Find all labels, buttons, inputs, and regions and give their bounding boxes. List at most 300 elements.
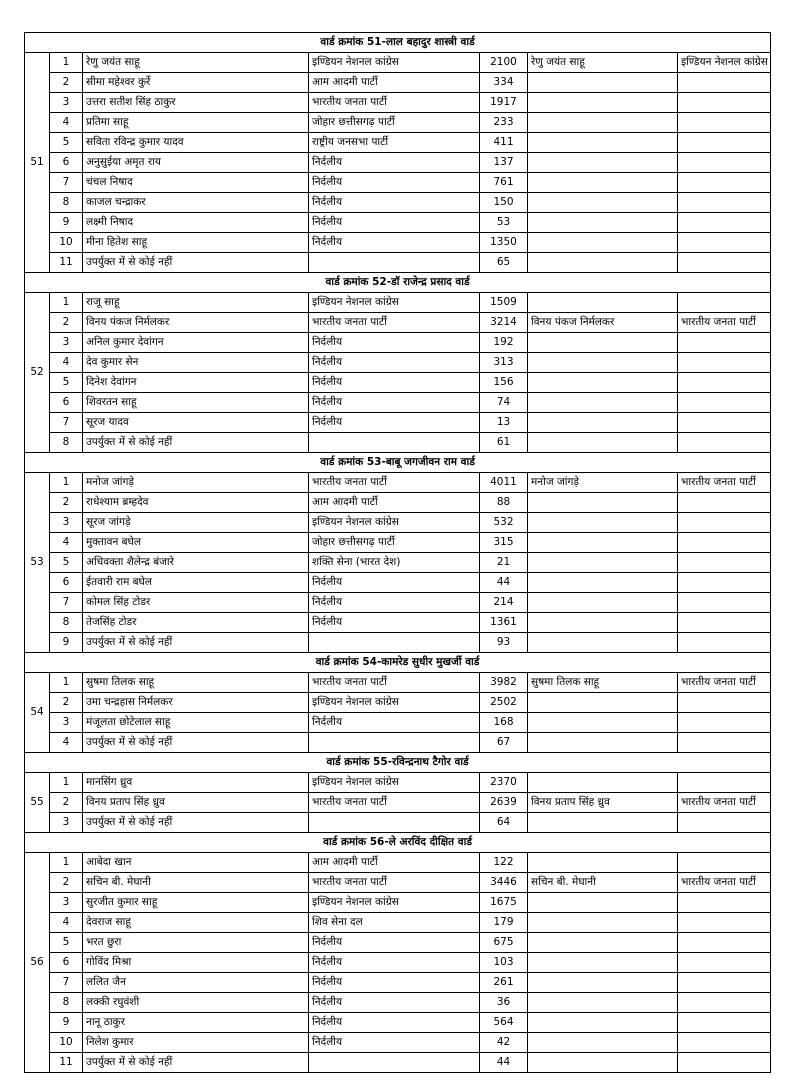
winner-name	[528, 373, 678, 393]
candidate-party: शक्ति सेना (भारत देश)	[309, 553, 480, 573]
candidate-row	[25, 973, 771, 993]
winner-party	[678, 73, 771, 93]
candidate-row	[25, 1053, 771, 1073]
winner-party	[678, 773, 771, 793]
candidate-party	[309, 1053, 480, 1073]
serial-number: 1	[50, 673, 83, 693]
winner-party	[678, 1053, 771, 1073]
candidate-name: मीना हितेश साहू	[83, 233, 309, 253]
candidate-party: निर्दलीय	[309, 353, 480, 373]
candidate-name: अनिल कुमार देवांगन	[83, 333, 309, 353]
candidate-name: राजू साहू	[83, 293, 309, 313]
vote-count: 21	[480, 553, 528, 573]
candidate-party: निर्दलीय	[309, 173, 480, 193]
candidate-row	[25, 113, 771, 133]
winner-name	[528, 733, 678, 753]
serial-number: 11	[50, 1053, 83, 1073]
candidate-party: इण्डियन नेशनल कांग्रेस	[309, 693, 480, 713]
ward-header-title: वार्ड क्रमांक 55-रविन्द्रनाथ टैगोर वार्ड	[25, 753, 771, 773]
winner-name	[528, 633, 678, 653]
candidate-name: ईतवारी राम बघेल	[83, 573, 309, 593]
candidate-party: निर्दलीय	[309, 213, 480, 233]
candidate-party: राष्ट्रीय जनसभा पार्टी	[309, 133, 480, 153]
vote-count: 1917	[480, 93, 528, 113]
winner-name	[528, 153, 678, 173]
serial-number: 8	[50, 613, 83, 633]
candidate-party: भारतीय जनता पार्टी	[309, 873, 480, 893]
winner-party	[678, 993, 771, 1013]
candidate-row	[25, 1013, 771, 1033]
serial-number: 7	[50, 593, 83, 613]
vote-count: 3214	[480, 313, 528, 333]
candidate-party: इण्डियन नेशनल कांग्रेस	[309, 293, 480, 313]
candidate-party: आम आदमी पार्टी	[309, 493, 480, 513]
serial-number: 10	[50, 233, 83, 253]
winner-name	[528, 133, 678, 153]
vote-count: 334	[480, 73, 528, 93]
candidate-party: जोहार छत्तीसगढ़ पार्टी	[309, 113, 480, 133]
candidate-party	[309, 813, 480, 833]
serial-number: 5	[50, 133, 83, 153]
candidate-row	[25, 73, 771, 93]
winner-name	[528, 113, 678, 133]
candidate-row	[25, 573, 771, 593]
candidate-name: मुक्तावन बघेल	[83, 533, 309, 553]
candidate-row	[25, 213, 771, 233]
candidate-row	[25, 933, 771, 953]
winner-name	[528, 693, 678, 713]
serial-number: 1	[50, 773, 83, 793]
serial-number: 2	[50, 873, 83, 893]
serial-number: 6	[50, 573, 83, 593]
candidate-name: दिनेश देवांगन	[83, 373, 309, 393]
candidate-name: लक्की रघुवंशी	[83, 993, 309, 1013]
serial-number: 8	[50, 433, 83, 453]
winner-name: विनय प्रताप सिंह ध्रुव	[528, 793, 678, 813]
serial-number: 9	[50, 1013, 83, 1033]
serial-number: 2	[50, 73, 83, 93]
serial-number: 1	[50, 53, 83, 73]
serial-number: 8	[50, 193, 83, 213]
serial-number: 4	[50, 533, 83, 553]
serial-number: 11	[50, 253, 83, 273]
candidate-name: सुषमा तिलक साहू	[83, 673, 309, 693]
candidate-row	[25, 993, 771, 1013]
winner-party: इण्डियन नेशनल कांग्रेस	[678, 53, 771, 73]
candidate-party: भारतीय जनता पार्टी	[309, 673, 480, 693]
vote-count: 53	[480, 213, 528, 233]
candidate-party: आम आदमी पार्टी	[309, 853, 480, 873]
candidate-party: जोहार छत्तीसगढ़ पार्टी	[309, 533, 480, 553]
serial-number: 4	[50, 353, 83, 373]
candidate-party: इण्डियन नेशनल कांग्रेस	[309, 893, 480, 913]
winner-name: सुषमा तिलक साहू	[528, 673, 678, 693]
vote-count: 1509	[480, 293, 528, 313]
winner-party	[678, 553, 771, 573]
serial-number: 3	[50, 893, 83, 913]
winner-name	[528, 573, 678, 593]
winner-party	[678, 633, 771, 653]
candidate-row	[25, 513, 771, 533]
winner-name	[528, 293, 678, 313]
candidate-name: लक्ष्मी निषाद	[83, 213, 309, 233]
vote-count: 156	[480, 373, 528, 393]
candidate-row	[25, 613, 771, 633]
candidate-name: सूरज जांगड़े	[83, 513, 309, 533]
winner-name	[528, 853, 678, 873]
winner-party	[678, 153, 771, 173]
election-results-table	[24, 32, 771, 1073]
candidate-row	[25, 173, 771, 193]
candidate-party: निर्दलीय	[309, 933, 480, 953]
candidate-name: नानू ठाकुर	[83, 1013, 309, 1033]
candidate-party: निर्दलीय	[309, 973, 480, 993]
winner-name	[528, 813, 678, 833]
candidate-party: भारतीय जनता पार्टी	[309, 313, 480, 333]
winner-party: भारतीय जनता पार्टी	[678, 473, 771, 493]
candidate-name: आबेदा खान	[83, 853, 309, 873]
winner-party	[678, 213, 771, 233]
candidate-party	[309, 433, 480, 453]
serial-number: 9	[50, 213, 83, 233]
winner-name	[528, 713, 678, 733]
winner-party	[678, 713, 771, 733]
candidate-party: निर्दलीय	[309, 593, 480, 613]
candidate-row	[25, 953, 771, 973]
serial-number: 5	[50, 373, 83, 393]
serial-number: 8	[50, 993, 83, 1013]
candidate-party: भारतीय जनता पार्टी	[309, 793, 480, 813]
winner-party	[678, 353, 771, 373]
vote-count: 44	[480, 573, 528, 593]
candidate-name: भरत छुरा	[83, 933, 309, 953]
serial-number: 6	[50, 953, 83, 973]
candidate-row	[25, 593, 771, 613]
winner-name	[528, 893, 678, 913]
winner-party	[678, 133, 771, 153]
candidate-row	[25, 133, 771, 153]
ward-number: 52	[25, 293, 50, 453]
candidate-name: राधेश्याम ब्रम्हदेव	[83, 493, 309, 513]
winner-name	[528, 953, 678, 973]
ward-number: 55	[25, 773, 50, 833]
winner-party	[678, 1013, 771, 1033]
candidate-name: उपर्युक्त में से कोई नहीं	[83, 253, 309, 273]
serial-number: 1	[50, 293, 83, 313]
winner-name: सचिन बी. मेघानी	[528, 873, 678, 893]
winner-name	[528, 173, 678, 193]
candidate-row	[25, 493, 771, 513]
serial-number: 5	[50, 553, 83, 573]
winner-name	[528, 213, 678, 233]
winner-party	[678, 733, 771, 753]
serial-number: 10	[50, 1033, 83, 1053]
serial-number: 6	[50, 153, 83, 173]
candidate-party: भारतीय जनता पार्टी	[309, 473, 480, 493]
vote-count: 67	[480, 733, 528, 753]
candidate-name: काजल चन्द्राकर	[83, 193, 309, 213]
ward-header-title: वार्ड क्रमांक 53-बाबू जगजीवन राम वार्ड	[25, 453, 771, 473]
serial-number: 3	[50, 513, 83, 533]
candidate-row	[25, 433, 771, 453]
candidate-row	[25, 253, 771, 273]
candidate-party: निर्दलीय	[309, 993, 480, 1013]
candidate-party: भारतीय जनता पार्टी	[309, 93, 480, 113]
vote-count: 122	[480, 853, 528, 873]
winner-party	[678, 933, 771, 953]
vote-count: 761	[480, 173, 528, 193]
candidate-row	[25, 793, 771, 813]
serial-number: 7	[50, 973, 83, 993]
serial-number: 2	[50, 693, 83, 713]
winner-party	[678, 253, 771, 273]
winner-party	[678, 893, 771, 913]
candidate-row	[25, 813, 771, 833]
candidate-name: तेजसिंह टोडर	[83, 613, 309, 633]
candidate-name: गोविंद मिश्रा	[83, 953, 309, 973]
vote-count: 1350	[480, 233, 528, 253]
winner-party	[678, 393, 771, 413]
ward-header-title: वार्ड क्रमांक 56-ले अरविंद दीक्षित वार्ड	[25, 833, 771, 853]
winner-name	[528, 933, 678, 953]
winner-party	[678, 613, 771, 633]
candidate-row	[25, 393, 771, 413]
serial-number: 7	[50, 413, 83, 433]
ward-header-title: वार्ड क्रमांक 51-लाल बहादुर शास्त्री वार्ड	[25, 33, 771, 53]
winner-party: भारतीय जनता पार्टी	[678, 873, 771, 893]
serial-number: 5	[50, 933, 83, 953]
candidate-party	[309, 633, 480, 653]
vote-count: 313	[480, 353, 528, 373]
vote-count: 3446	[480, 873, 528, 893]
candidate-name: उत्तरा सतीश सिंह ठाकुर	[83, 93, 309, 113]
serial-number: 4	[50, 913, 83, 933]
ward-header-row	[25, 753, 771, 773]
vote-count: 2100	[480, 53, 528, 73]
vote-count: 61	[480, 433, 528, 453]
ward-header-title: वार्ड क्रमांक 52-डॉ राजेन्द्र प्रसाद वार्ड	[25, 273, 771, 293]
winner-party	[678, 233, 771, 253]
winner-name	[528, 193, 678, 213]
candidate-name: सूरज यादव	[83, 413, 309, 433]
candidate-party: निर्दलीय	[309, 373, 480, 393]
winner-party	[678, 573, 771, 593]
vote-count: 532	[480, 513, 528, 533]
winner-party: भारतीय जनता पार्टी	[678, 673, 771, 693]
ward-header-row	[25, 653, 771, 673]
candidate-row	[25, 853, 771, 873]
ward-header-row	[25, 273, 771, 293]
serial-number: 4	[50, 733, 83, 753]
ward-number: 53	[25, 473, 50, 653]
vote-count: 2502	[480, 693, 528, 713]
candidate-row	[25, 673, 771, 693]
candidate-party: इण्डियन नेशनल कांग्रेस	[309, 53, 480, 73]
ward-number: 56	[25, 853, 50, 1073]
candidate-name: रेणु जयंत साहू	[83, 53, 309, 73]
winner-name	[528, 533, 678, 553]
vote-count: 2370	[480, 773, 528, 793]
serial-number: 3	[50, 713, 83, 733]
vote-count: 3982	[480, 673, 528, 693]
vote-count: 103	[480, 953, 528, 973]
ward-number: 51	[25, 53, 50, 273]
winner-party	[678, 533, 771, 553]
winner-name: मनोज जांगड़े	[528, 473, 678, 493]
winner-name	[528, 253, 678, 273]
vote-count: 88	[480, 493, 528, 513]
candidate-name: उपर्युक्त में से कोई नहीं	[83, 433, 309, 453]
serial-number: 9	[50, 633, 83, 653]
winner-name: विनय पंकज निर्मलकर	[528, 313, 678, 333]
candidate-party: निर्दलीय	[309, 193, 480, 213]
winner-name	[528, 233, 678, 253]
winner-party	[678, 513, 771, 533]
winner-party	[678, 593, 771, 613]
vote-count: 1361	[480, 613, 528, 633]
winner-party	[678, 293, 771, 313]
candidate-row	[25, 693, 771, 713]
vote-count: 233	[480, 113, 528, 133]
candidate-party: इण्डियन नेशनल कांग्रेस	[309, 773, 480, 793]
candidate-row	[25, 373, 771, 393]
winner-party: भारतीय जनता पार्टी	[678, 793, 771, 813]
ward-header-row	[25, 33, 771, 53]
serial-number: 3	[50, 93, 83, 113]
candidate-name: ललित जैन	[83, 973, 309, 993]
candidate-name: मनोज जांगड़े	[83, 473, 309, 493]
vote-count: 93	[480, 633, 528, 653]
candidate-name: उपर्युक्त में से कोई नहीं	[83, 633, 309, 653]
candidate-party: इण्डियन नेशनल कांग्रेस	[309, 513, 480, 533]
winner-party	[678, 693, 771, 713]
candidate-row	[25, 733, 771, 753]
winner-name	[528, 993, 678, 1013]
candidate-row	[25, 193, 771, 213]
vote-count: 675	[480, 933, 528, 953]
candidate-name: उपर्युक्त में से कोई नहीं	[83, 733, 309, 753]
winner-party	[678, 173, 771, 193]
vote-count: 214	[480, 593, 528, 613]
winner-party	[678, 433, 771, 453]
serial-number: 2	[50, 793, 83, 813]
winner-name	[528, 93, 678, 113]
vote-count: 36	[480, 993, 528, 1013]
candidate-name: अधिवक्ता शैलेन्द्र बंजारे	[83, 553, 309, 573]
candidate-row	[25, 53, 771, 73]
candidate-name: अनुसुईया अमृत राय	[83, 153, 309, 173]
vote-count: 42	[480, 1033, 528, 1053]
serial-number: 1	[50, 473, 83, 493]
candidate-name: देव कुमार सेन	[83, 353, 309, 373]
candidate-row	[25, 873, 771, 893]
winner-party	[678, 193, 771, 213]
serial-number: 4	[50, 113, 83, 133]
candidate-row	[25, 553, 771, 573]
winner-name	[528, 333, 678, 353]
serial-number: 6	[50, 393, 83, 413]
candidate-party: आम आदमी पार्टी	[309, 73, 480, 93]
vote-count: 150	[480, 193, 528, 213]
candidate-party: निर्दलीय	[309, 393, 480, 413]
candidate-name: सीमा महेश्वर कुर्रे	[83, 73, 309, 93]
candidate-row	[25, 413, 771, 433]
winner-party	[678, 413, 771, 433]
serial-number: 2	[50, 493, 83, 513]
winner-name	[528, 1033, 678, 1053]
candidate-row	[25, 913, 771, 933]
serial-number: 3	[50, 333, 83, 353]
candidate-name: विनय प्रताप सिंह ध्रुव	[83, 793, 309, 813]
candidate-party: निर्दलीय	[309, 233, 480, 253]
winner-name	[528, 1013, 678, 1033]
winner-party	[678, 813, 771, 833]
candidate-row	[25, 353, 771, 373]
vote-count: 1675	[480, 893, 528, 913]
winner-party	[678, 333, 771, 353]
vote-count: 74	[480, 393, 528, 413]
candidate-party: निर्दलीय	[309, 953, 480, 973]
candidate-name: सचिन बी. मेघानी	[83, 873, 309, 893]
candidate-row	[25, 313, 771, 333]
winner-name	[528, 433, 678, 453]
vote-count: 411	[480, 133, 528, 153]
vote-count: 137	[480, 153, 528, 173]
winner-name	[528, 413, 678, 433]
candidate-row	[25, 713, 771, 733]
candidate-party: निर्दलीय	[309, 333, 480, 353]
winner-party	[678, 953, 771, 973]
winner-name	[528, 513, 678, 533]
winner-party	[678, 853, 771, 873]
winner-party	[678, 373, 771, 393]
winner-party	[678, 493, 771, 513]
ward-header-row	[25, 833, 771, 853]
candidate-party: निर्दलीय	[309, 153, 480, 173]
serial-number: 3	[50, 813, 83, 833]
candidate-name: निलेश कुमार	[83, 1033, 309, 1053]
winner-name	[528, 353, 678, 373]
vote-count: 2639	[480, 793, 528, 813]
vote-count: 564	[480, 1013, 528, 1033]
vote-count: 192	[480, 333, 528, 353]
winner-name	[528, 593, 678, 613]
candidate-name: उमा चन्द्रहास निर्मलकर	[83, 693, 309, 713]
candidate-row	[25, 633, 771, 653]
winner-party	[678, 93, 771, 113]
vote-count: 315	[480, 533, 528, 553]
winner-name: रेणु जयंत साहू	[528, 53, 678, 73]
vote-count: 65	[480, 253, 528, 273]
candidate-party: निर्दलीय	[309, 1013, 480, 1033]
candidate-name: चंचल निषाद	[83, 173, 309, 193]
candidate-party: निर्दलीय	[309, 713, 480, 733]
candidate-row	[25, 333, 771, 353]
winner-name	[528, 493, 678, 513]
candidate-name: सुरजीत कुमार साहू	[83, 893, 309, 913]
candidate-party: निर्दलीय	[309, 613, 480, 633]
vote-count: 64	[480, 813, 528, 833]
candidate-name: प्रतिमा साहू	[83, 113, 309, 133]
winner-name	[528, 773, 678, 793]
results-body	[25, 33, 771, 1073]
candidate-party: निर्दलीय	[309, 1033, 480, 1053]
candidate-row	[25, 233, 771, 253]
winner-name	[528, 913, 678, 933]
winner-name	[528, 73, 678, 93]
candidate-row	[25, 93, 771, 113]
candidate-name: मानसिंग ध्रुव	[83, 773, 309, 793]
